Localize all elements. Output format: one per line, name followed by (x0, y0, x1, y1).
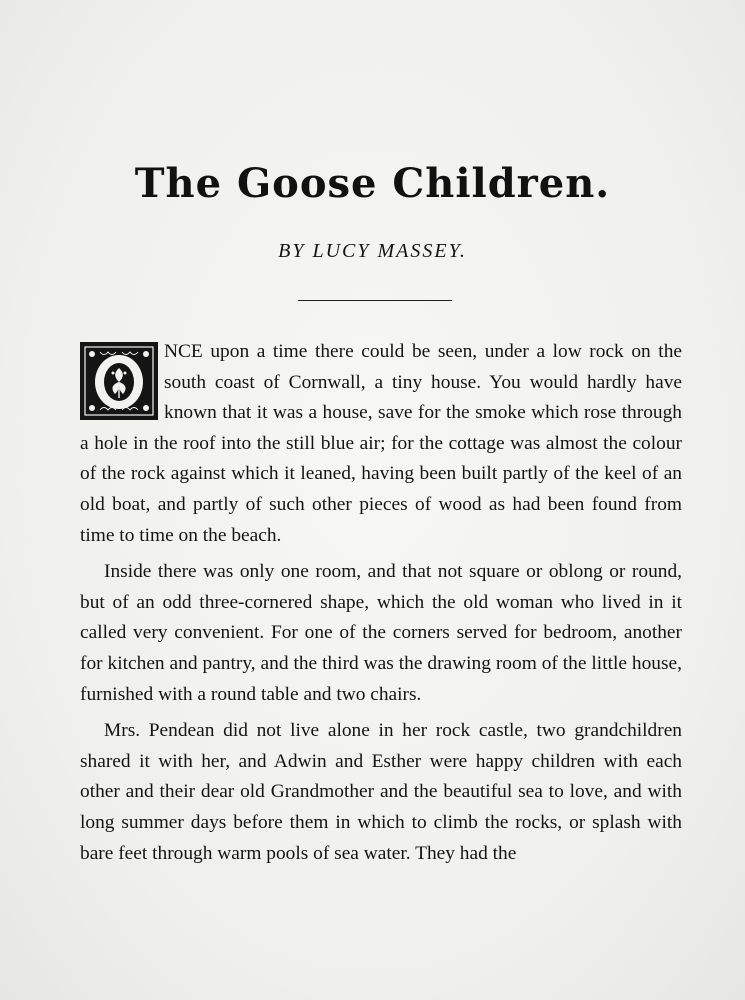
page-title: The Goose Children. (134, 160, 611, 207)
ornamental-drop-cap-icon (80, 342, 158, 420)
author-byline: BY LUCY MASSEY. (278, 240, 467, 262)
title-divider (298, 300, 452, 301)
paragraph-2: Inside there was only one room, and that not square or oblong or round, but of an odd three-cornered shape, which the old woman who lived in it called very convenient. For one of the corners served for bedroom, another for kitchen and pantry, and the third was the drawing room of the little house, furnished with a round table and two chairs. (80, 561, 682, 705)
paragraph-1 (80, 337, 682, 551)
story-text (80, 337, 682, 875)
paragraph-3: Mrs. Pendean did not live alone in her rock castle, two grandchildren shared it with her, and Adwin and Esther were happy children with each other and their dear old Grandmother and the beautiful sea to love, and with long summer days before them in which to climb the rocks, or splash with bare feet through warm pools of sea water. They had the (80, 720, 682, 864)
paragraph-1-text: NCE upon a time there could be seen, under a low rock on the south coast of Cornwall, a tiny house. You would hardly have known that it was a house, save for the smoke which rose through a hole in the roof into the still blue air; for the cottage was almost the colour of the rock against which it leaned, having been built partly of the keel of an old boat, and partly of such other pieces of wood as had been found from time to time on the beach. (80, 341, 682, 546)
